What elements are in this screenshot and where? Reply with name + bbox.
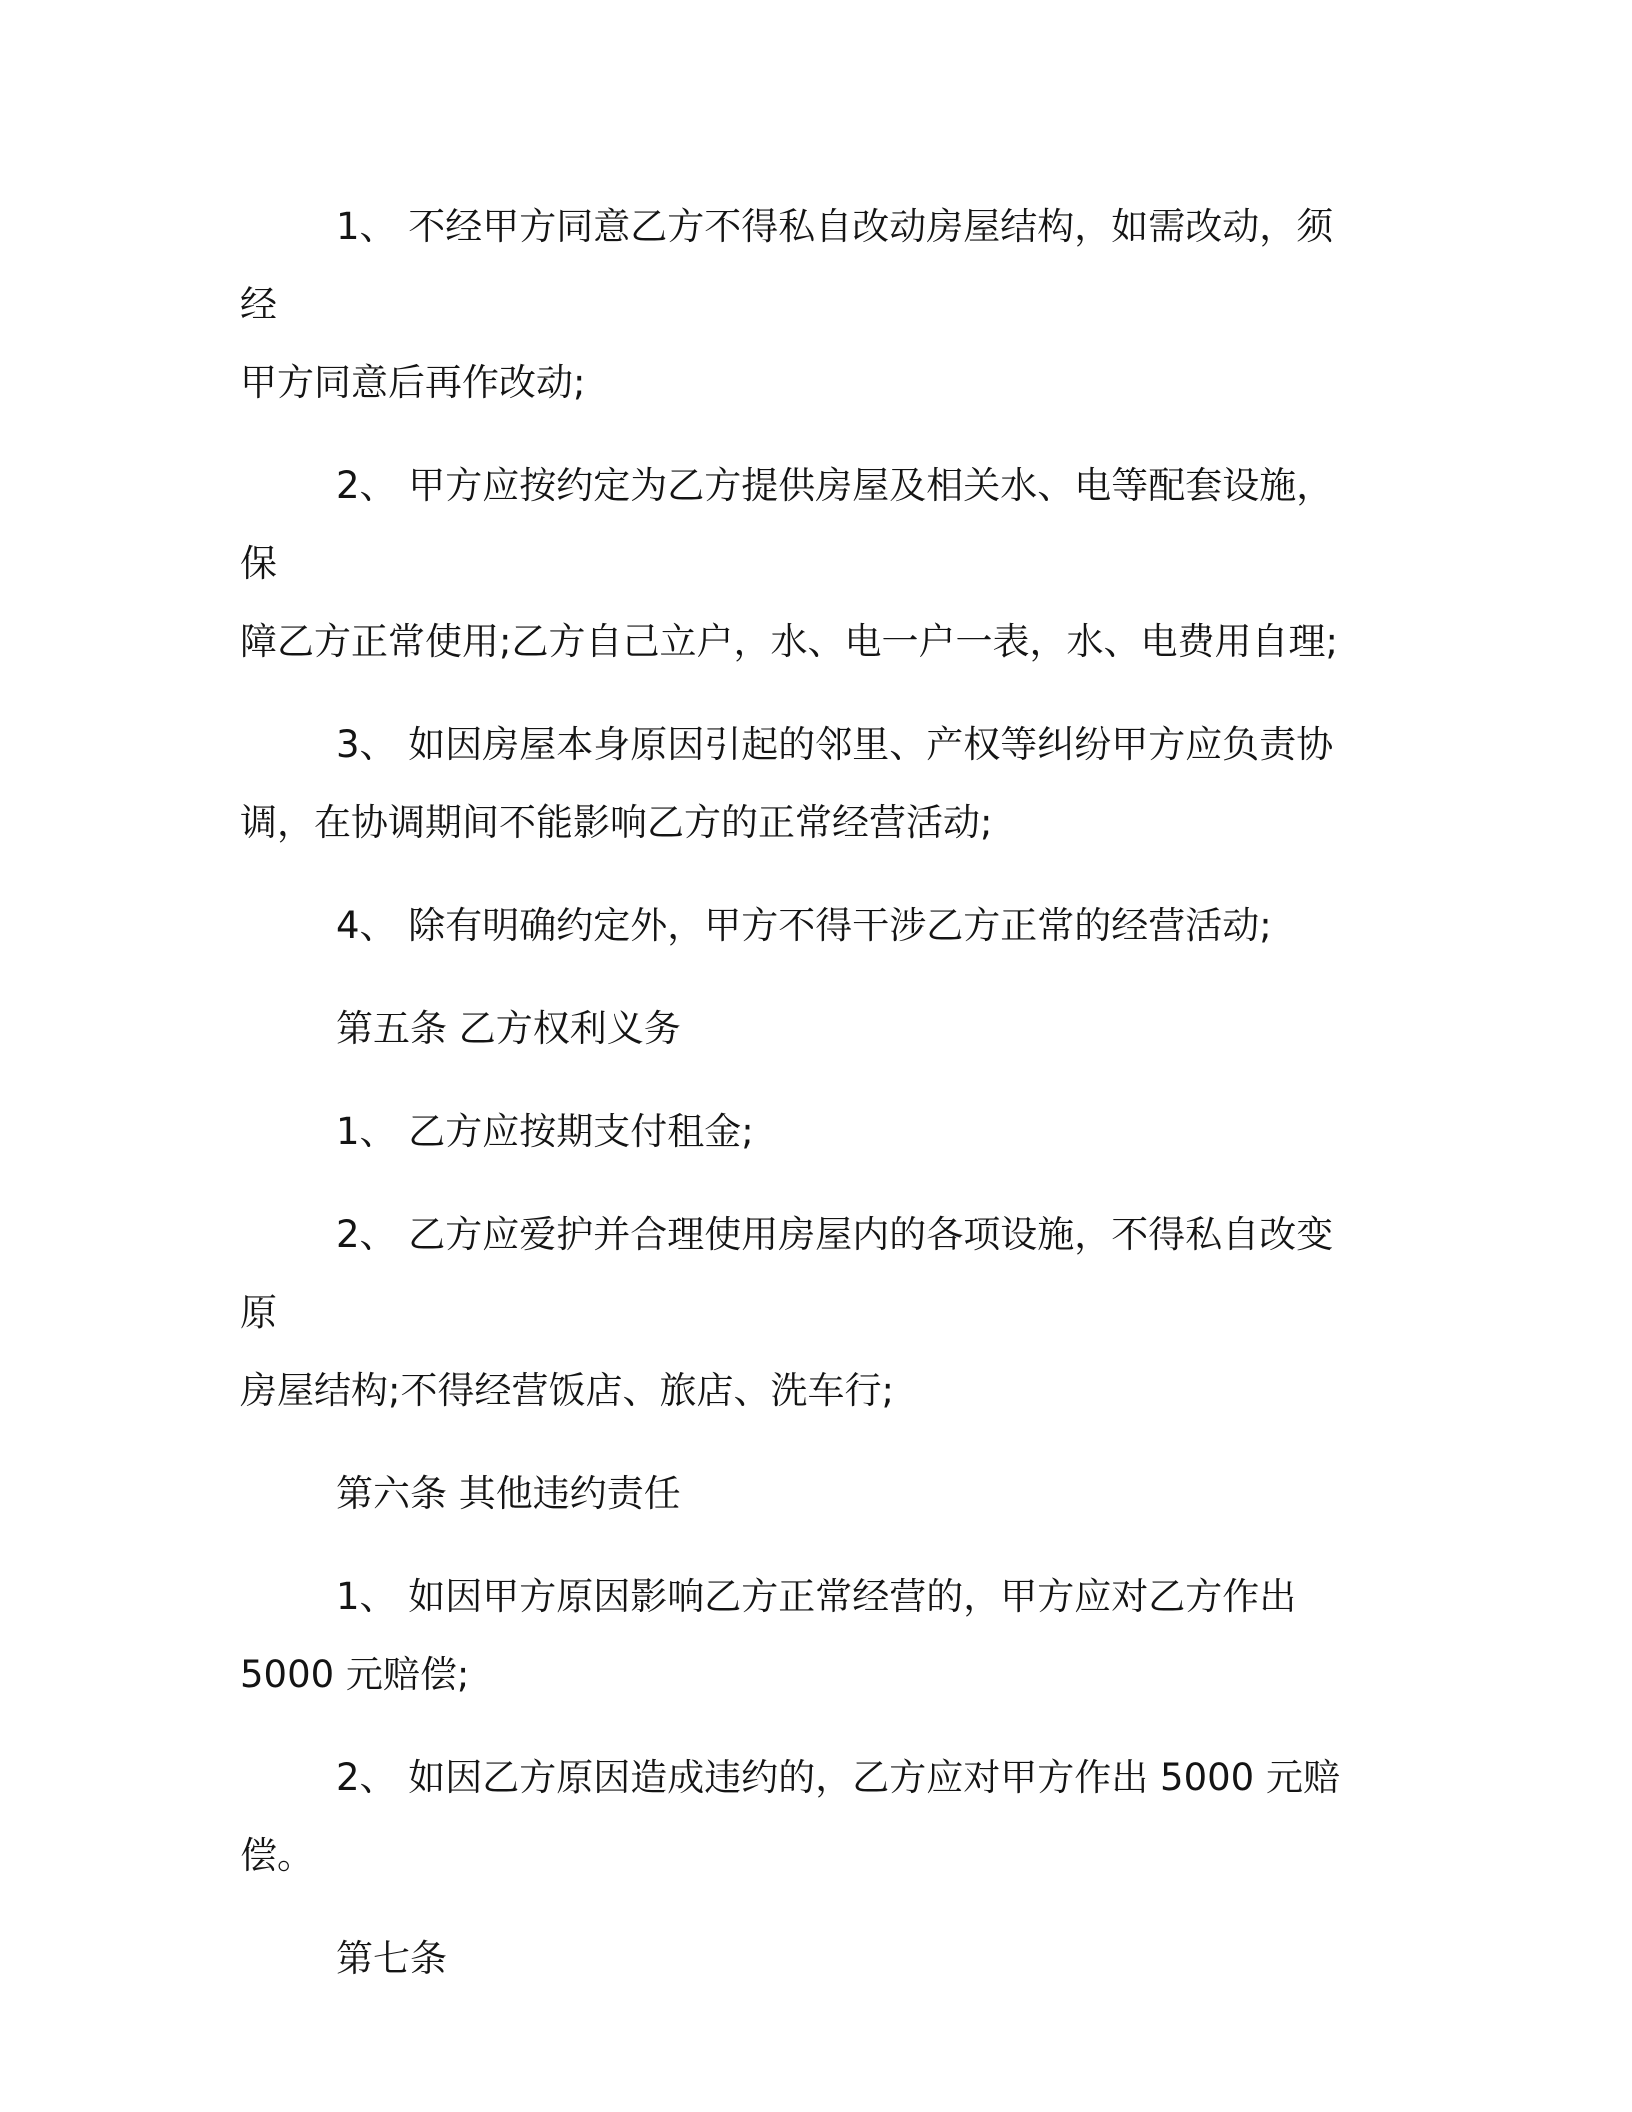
text-line: 2、 甲方应按约定为乙方提供房屋及相关水、电等配套设施，保: [240, 464, 1334, 585]
text-line: 4、 除有明确约定外，甲方不得干涉乙方正常的经营活动;: [336, 904, 1272, 947]
section-heading: [240, 1920, 1370, 1998]
clause-item: [240, 1093, 1370, 1171]
clause-item: [240, 706, 1370, 862]
text-line: 5000 元赔偿;: [240, 1653, 470, 1696]
clause-item: [240, 188, 1370, 422]
text-line: 2、 乙方应爱护并合理使用房屋内的各项设施，不得私自改变原: [240, 1213, 1334, 1334]
heading-text: 第五条 乙方权利义务: [336, 1007, 681, 1050]
clause-item: [240, 887, 1370, 965]
text-line: 障乙方正常使用;乙方自己立户，水、电一户一表，水、电费用自理;: [240, 620, 1338, 663]
text-line: 2、 如因乙方原因造成违约的，乙方应对甲方作出 5000 元赔: [336, 1756, 1340, 1799]
clause-item: [240, 1196, 1370, 1430]
clause-item: [240, 1558, 1370, 1714]
clause-item: [240, 1739, 1370, 1895]
section-heading: [240, 990, 1370, 1068]
text-line: 调，在协调期间不能影响乙方的正常经营活动;: [240, 801, 993, 844]
heading-text: 第六条 其他违约责任: [336, 1472, 681, 1515]
text-line: 3、 如因房屋本身原因引起的邻里、产权等纠纷甲方应负责协: [336, 723, 1334, 766]
text-line: 甲方同意后再作改动;: [240, 361, 586, 404]
text-line: 1、 乙方应按期支付租金;: [336, 1110, 754, 1153]
clause-item: [240, 447, 1370, 681]
text-line: 1、 如因甲方原因影响乙方正常经营的，甲方应对乙方作出: [336, 1575, 1297, 1618]
document-body: [240, 188, 1370, 2023]
text-line: 房屋结构;不得经营饭店、旅店、洗车行;: [240, 1369, 894, 1412]
text-line: 偿。: [240, 1834, 314, 1877]
text-line: 1、 不经甲方同意乙方不得私自改动房屋结构，如需改动，须经: [240, 205, 1334, 326]
heading-text: 第七条: [336, 1937, 447, 1980]
section-heading: [240, 1455, 1370, 1533]
